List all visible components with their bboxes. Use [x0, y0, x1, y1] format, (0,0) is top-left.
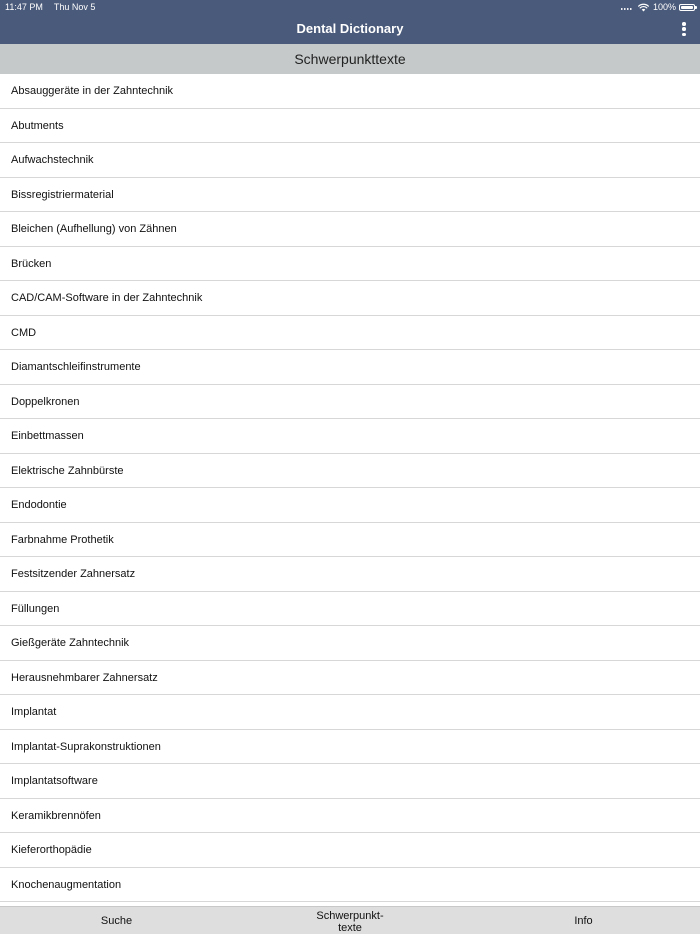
battery-icon	[679, 4, 695, 11]
list-item[interactable]: CMD	[0, 316, 700, 351]
list-item[interactable]: Doppelkronen	[0, 385, 700, 420]
list-item[interactable]: Absauggeräte in der Zahntechnik	[0, 74, 700, 109]
wifi-icon	[638, 3, 649, 12]
list-item[interactable]: CAD/CAM-Software in der Zahntechnik	[0, 281, 700, 316]
list-item[interactable]: Gießgeräte Zahntechnik	[0, 626, 700, 661]
status-bar	[0, 0, 700, 14]
list-item[interactable]: Einbettmassen	[0, 419, 700, 454]
tab-search[interactable]: Suche	[100, 914, 133, 927]
list-item[interactable]: Implantatsoftware	[0, 764, 700, 799]
more-vertical-icon[interactable]	[680, 20, 688, 38]
list-item[interactable]: Aufwachstechnik	[0, 143, 700, 178]
list-item[interactable]: Diamantschleifinstrumente	[0, 350, 700, 385]
list-item[interactable]: Knochenaugmentation	[0, 868, 700, 903]
battery-percent: 100%	[652, 2, 676, 12]
list-item[interactable]: Herausnehmbarer Zahnersatz	[0, 661, 700, 696]
menu-dot	[682, 22, 686, 26]
list-item[interactable]: Brücken	[0, 247, 700, 282]
list-item[interactable]: Abutments	[0, 109, 700, 144]
list-item[interactable]: Festsitzender Zahnersatz	[0, 557, 700, 592]
list-item[interactable]: Endodontie	[0, 488, 700, 523]
menu-dot	[682, 27, 686, 31]
app-header	[0, 0, 700, 44]
tab-info[interactable]: Info	[574, 914, 593, 927]
list-item[interactable]: Kieferorthopädie	[0, 833, 700, 868]
list-item[interactable]: Keramikbrennöfen	[0, 799, 700, 834]
status-date: Thu Nov 5	[53, 2, 96, 12]
list-item[interactable]: Implantat-Suprakonstruktionen	[0, 730, 700, 765]
signal-icon	[621, 8, 633, 10]
section-title: Schwerpunkttexte	[0, 44, 700, 74]
list-item[interactable]: Elektrische Zahnbürste	[0, 454, 700, 489]
status-right	[621, 0, 695, 14]
tab-bar	[0, 906, 700, 934]
tab-focus-texts[interactable]	[233, 907, 467, 934]
status-left	[5, 0, 95, 14]
list-item[interactable]: Bissregistriermaterial	[0, 178, 700, 213]
list-item[interactable]: Implantat	[0, 695, 700, 730]
list-item[interactable]: Farbnahme Prothetik	[0, 523, 700, 558]
tab-focus-texts-label: Schwerpunkt-texte	[316, 909, 384, 934]
topic-list	[0, 74, 700, 906]
status-time: 11:47 PM	[5, 2, 43, 12]
menu-dot	[682, 33, 686, 37]
list-item[interactable]: Füllungen	[0, 592, 700, 627]
app-title: Dental Dictionary	[296, 21, 404, 36]
list-item[interactable]: Bleichen (Aufhellung) von Zähnen	[0, 212, 700, 247]
